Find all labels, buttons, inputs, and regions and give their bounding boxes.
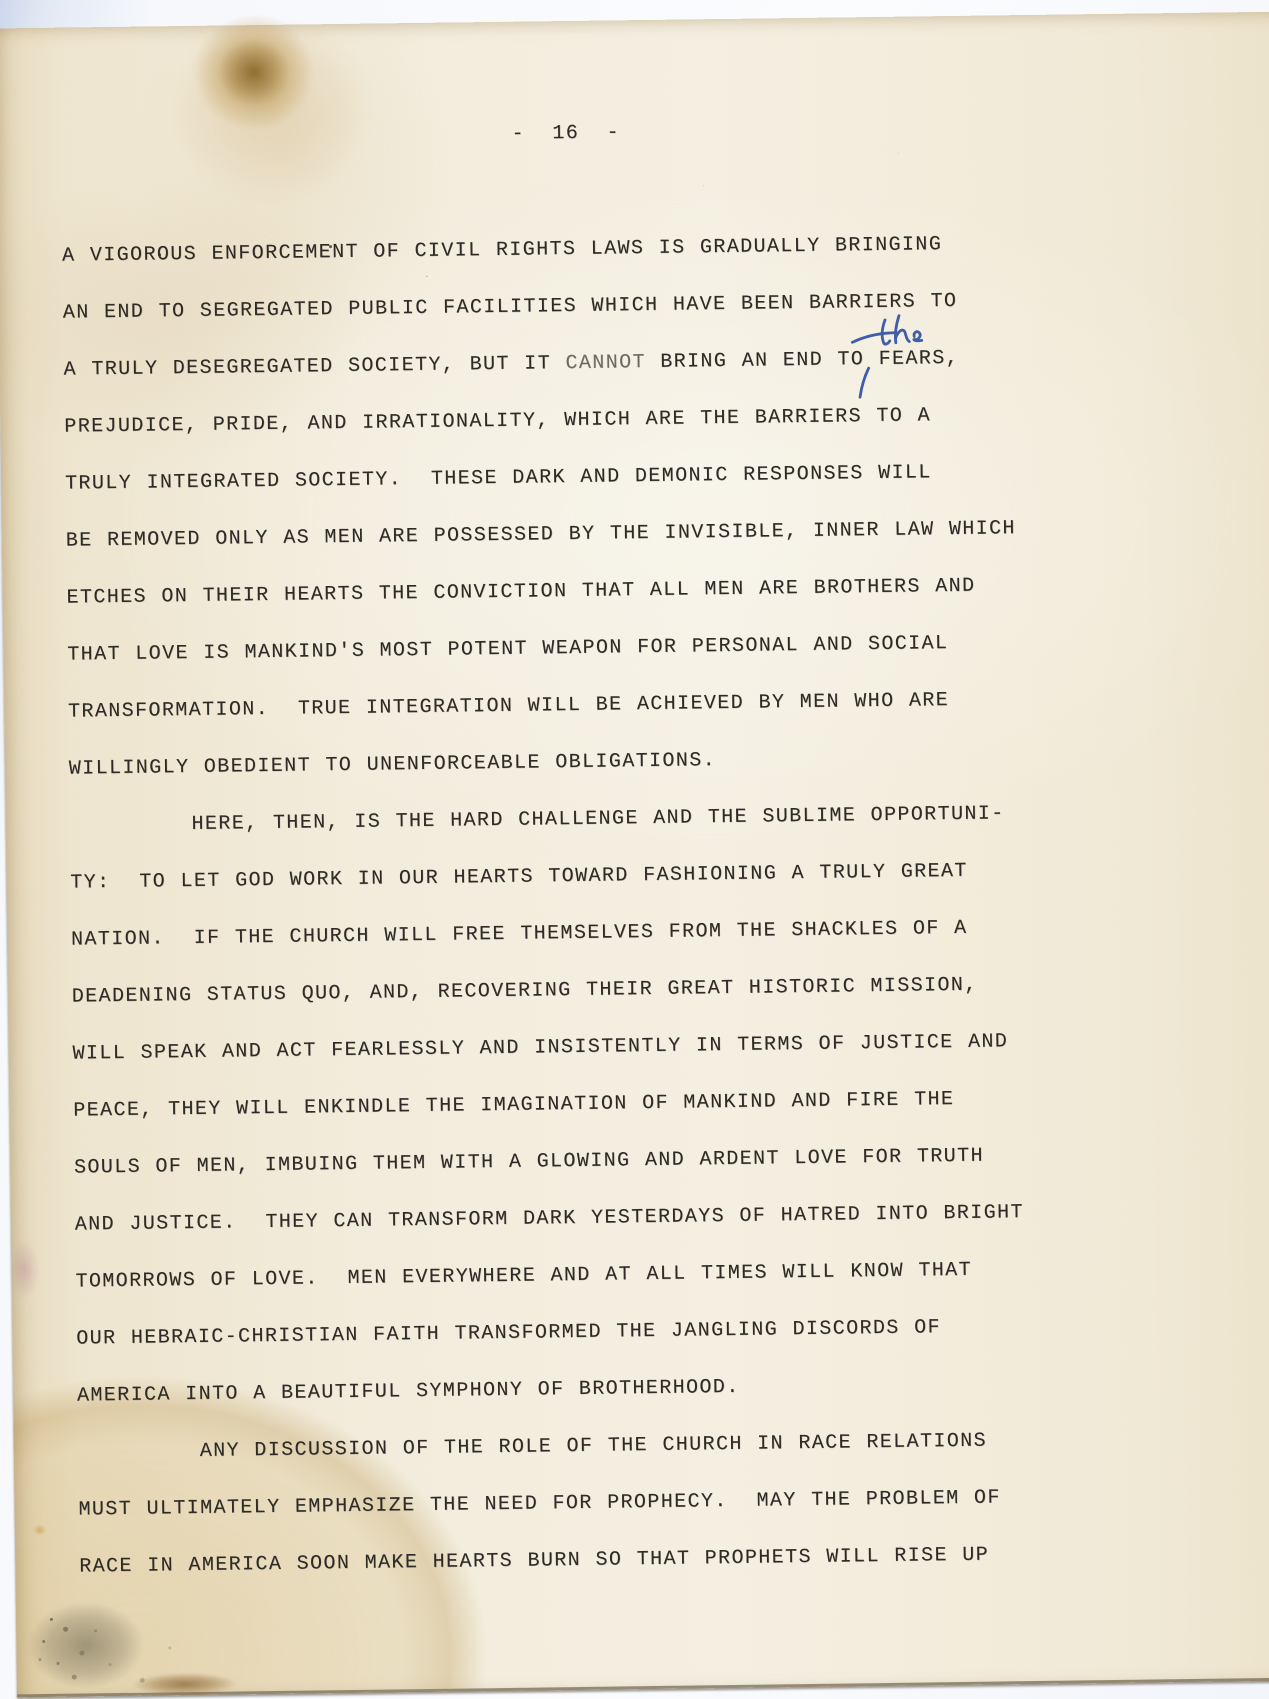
- handwritten-insertion-annotation: [797, 310, 928, 404]
- text-line: AMERICA INTO A BEAUTIFUL SYMPHONY OF BROTHERHOOD.: [76, 1375, 740, 1408]
- text-line: MUST ULTIMATELY EMPHASIZE THE NEED FOR PROPHECY. MAY THE PROBLEM OF: [78, 1486, 1001, 1522]
- handwritten-the-icon: [797, 310, 928, 404]
- small-stain-dot: [33, 1524, 47, 1536]
- text-line: WILL SPEAK AND ACT FEARLESSLY AND INSISTENTLY IN TERMS OF JUSTICE AND: [72, 1030, 1009, 1066]
- text-line: TRULY INTEGRATED SOCIETY. THESE DARK AND DEMONIC RESPONSES WILL: [64, 461, 932, 496]
- bottom-edge-stain: [129, 1671, 241, 1696]
- text-line: TY: TO LET GOD WORK IN OUR HEARTS TOWARD FASHIONING A TRULY GREAT: [70, 859, 968, 895]
- text-line: PREJUDICE, PRIDE, AND IRRATIONALITY, WHICH ARE THE BARRIERS TO A: [64, 404, 932, 439]
- smudge-specks: [50, 1618, 53, 1621]
- text-line: AN END TO SEGREGATED PUBLIC FACILITIES WHICH HAVE BEEN BARRIERS TO: [62, 289, 958, 325]
- text-line: BE REMOVED ONLY AS MEN ARE POSSESSED BY THE INVISIBLE, INNER LAW WHICH: [65, 517, 1017, 553]
- text-line: OUR HEBRAIC-CHRISTIAN FAITH TRANSFORMED THE JANGLING DISCORDS OF: [76, 1316, 942, 1351]
- text-line: NATION. IF THE CHURCH WILL FREE THEMSELVES FROM THE SHACKLES OF A: [70, 916, 968, 952]
- typed-text-block: [62, 214, 1090, 1595]
- text-line: AND JUSTICE. THEY CAN TRANSFORM DARK YESTERDAYS OF HATRED INTO BRIGHT: [74, 1201, 1025, 1237]
- coffee-stain: [191, 12, 317, 132]
- paragraph-start-line: HERE, THEN, IS THE HARD CHALLENGE AND THE SUBLIME OPPORTUNI-: [191, 802, 1005, 837]
- page-number: - 16 -: [511, 121, 621, 146]
- paragraph-start-line: ANY DISCUSSION OF THE ROLE OF THE CHURCH IN RACE RELATIONS: [199, 1429, 988, 1463]
- text-line: PEACE, THEY WILL ENKINDLE THE IMAGINATION OF MANKIND AND FIRE THE: [73, 1088, 955, 1123]
- text-segment: BRING AN END TO FEARS,: [645, 346, 960, 375]
- text-line: DEADENING STATUS QUO, AND, RECOVERING THEIR GREAT HISTORIC MISSION,: [71, 973, 978, 1009]
- text-line: RACE IN AMERICA SOON MAKE HEARTS BURN SO THAT PROPHETS WILL RISE UP: [79, 1543, 990, 1579]
- document-page: [0, 12, 1269, 1698]
- text-segment: A TRULY DESEGREGATED SOCIETY, BUT IT: [63, 352, 566, 382]
- faded-text-segment: CANNOT: [565, 351, 647, 376]
- text-line: TOMORROWS OF LOVE. MEN EVERYWHERE AND AT ALL TIMES WILL KNOW THAT: [75, 1258, 973, 1294]
- text-line: WILLINGLY OBEDIENT TO UNENFORCEABLE OBLIGATIONS.: [68, 749, 717, 781]
- text-line: ETCHES ON THEIR HEARTS THE CONVICTION THAT ALL MEN ARE BROTHERS AND: [66, 574, 976, 610]
- text-line: A VIGOROUS ENFORCEMENT OF CIVIL RIGHTS LAWS IS GRADUALLY BRINGING: [61, 233, 943, 268]
- text-line: TRANSFORMATION. TRUE INTEGRATION WILL BE ACHIEVED BY MEN WHO ARE: [67, 689, 950, 724]
- text-line: SOULS OF MEN, IMBUING THEM WITH A GLOWING AND ARDENT LOVE FOR TRUTH: [73, 1144, 985, 1180]
- text-line: THAT LOVE IS MANKIND'S MOST POTENT WEAPON FOR PERSONAL AND SOCIAL: [67, 632, 949, 667]
- edge-smudge: [7, 1236, 42, 1302]
